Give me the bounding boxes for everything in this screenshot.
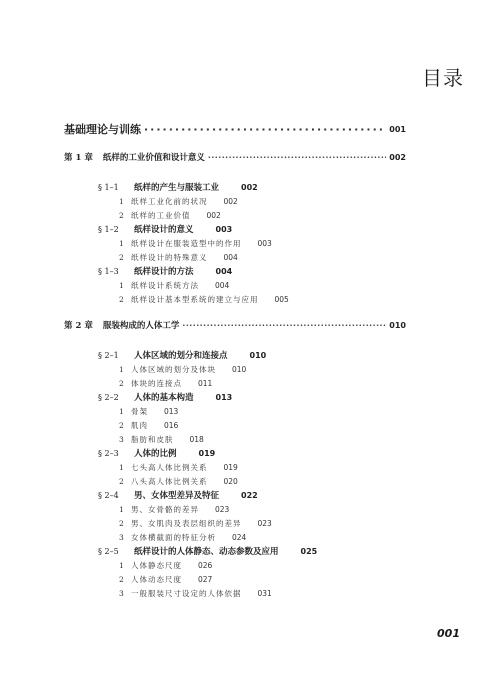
toc-item-row[interactable] [119, 196, 238, 208]
toc-item-row[interactable] [119, 364, 246, 376]
item-number: 1 [119, 197, 125, 206]
item-number: 2 [119, 253, 125, 262]
item-page: 003 [257, 239, 272, 248]
item-title: 人体区域的划分及体块 [131, 365, 216, 374]
toc-item-row[interactable] [119, 378, 212, 390]
item-title: 纸样设计系统方法 [131, 281, 199, 290]
item-number: 2 [119, 211, 125, 220]
section-page: 019 [198, 449, 216, 458]
toc-item-row[interactable] [119, 560, 212, 572]
chapter-number: 第 2 章 [64, 321, 93, 331]
item-title: 肌肉 [131, 421, 148, 430]
item-page: 002 [206, 211, 221, 220]
item-page: 004 [223, 253, 238, 262]
item-title: 纸样的工业价值 [131, 211, 191, 220]
item-title: 一般服装尺寸设定的人体依据 [131, 589, 242, 598]
toc-section-row[interactable] [98, 182, 258, 194]
section-title: 人体的比例 [134, 449, 177, 459]
item-page: 031 [257, 589, 272, 598]
section-page: 022 [241, 491, 258, 500]
toc-section-row[interactable] [98, 490, 258, 502]
toc-section-row[interactable] [98, 448, 215, 460]
toc-item-row[interactable] [119, 588, 272, 600]
item-title: 骨架 [131, 407, 148, 416]
part-title: 基础理论与训练 [64, 123, 141, 136]
toc-chapter-row[interactable] [64, 320, 406, 332]
item-number: 1 [119, 407, 125, 416]
item-title: 体块的连接点 [131, 379, 182, 388]
item-number: 3 [119, 435, 125, 444]
chapter-page: 010 [389, 321, 406, 330]
item-title: 人体静态尺度 [131, 561, 182, 570]
section-number: § 2–5 [98, 547, 119, 556]
section-page: 003 [215, 225, 233, 234]
page-number: 001 [437, 627, 460, 640]
section-page: 010 [249, 351, 267, 360]
item-page: 002 [223, 197, 238, 206]
item-page: 023 [215, 505, 230, 514]
section-page: 025 [300, 547, 318, 556]
toc-item-row[interactable] [119, 462, 238, 474]
item-title: 男、女肌肉及表层组织的差异 [131, 519, 242, 528]
item-page: 004 [215, 281, 230, 290]
section-title: 纸样设计的意义 [134, 225, 194, 235]
section-page: 013 [215, 393, 233, 402]
dot-leader [144, 124, 386, 136]
item-number: 2 [119, 421, 125, 430]
page-title: 目录 [422, 66, 464, 90]
item-number: 2 [119, 477, 125, 486]
dot-leader [182, 320, 386, 332]
section-page: 002 [241, 183, 258, 192]
item-page: 024 [232, 533, 247, 542]
toc-item-row[interactable] [119, 504, 229, 516]
section-number: § 2–3 [98, 449, 119, 458]
item-page: 010 [232, 365, 247, 374]
item-number: 2 [119, 295, 125, 304]
item-number: 2 [119, 379, 125, 388]
item-title: 女体横截面的特征分析 [131, 533, 216, 542]
section-title: 纸样的产生与服装工业 [134, 183, 220, 193]
toc-item-row[interactable] [119, 252, 238, 264]
item-title: 男、女骨骼的差异 [131, 505, 199, 514]
chapter-title: 纸样的工业价值和设计意义 [102, 153, 205, 163]
item-page: 018 [189, 435, 204, 444]
toc-section-row[interactable] [98, 392, 232, 404]
toc-part-row[interactable] [64, 124, 406, 136]
item-title: 人体动态尺度 [131, 575, 182, 584]
toc-item-row[interactable] [119, 574, 212, 586]
item-title: 纸样工业化前的状况 [131, 197, 208, 206]
toc-item-row[interactable] [119, 420, 178, 432]
chapter-number: 第 1 章 [64, 153, 93, 163]
item-page: 016 [164, 421, 179, 430]
item-number: 1 [119, 561, 125, 570]
toc-item-row[interactable] [119, 210, 221, 222]
part-page: 001 [389, 125, 406, 134]
chapter-page: 002 [389, 153, 406, 162]
section-title: 人体的基本构造 [134, 393, 194, 403]
toc-section-row[interactable] [98, 546, 317, 558]
toc-item-row[interactable] [119, 532, 246, 544]
item-number: 3 [119, 533, 125, 542]
item-page: 023 [257, 519, 272, 528]
section-number: § 1–1 [98, 183, 119, 192]
item-page: 013 [164, 407, 179, 416]
item-page: 005 [274, 295, 289, 304]
item-number: 1 [119, 463, 125, 472]
section-number: § 1–3 [98, 267, 119, 276]
section-title: 纸样设计的方法 [134, 267, 194, 277]
item-page: 026 [198, 561, 213, 570]
item-number: 2 [119, 575, 125, 584]
item-title: 七头高人体比例关系 [131, 463, 208, 472]
section-number: § 2–4 [98, 491, 119, 500]
toc-item-row[interactable] [119, 238, 272, 250]
chapter-title: 服装构成的人体工学 [102, 321, 180, 331]
toc-item-row[interactable] [119, 518, 272, 530]
item-number: 3 [119, 589, 125, 598]
toc-item-row[interactable] [119, 294, 289, 306]
item-title: 纸样设计在服装造型中的作用 [131, 239, 242, 248]
section-title: 纸样设计的人体静态、动态参数及应用 [134, 547, 279, 557]
item-number: 1 [119, 239, 125, 248]
toc-chapter-row[interactable] [64, 152, 406, 164]
item-page: 020 [223, 477, 238, 486]
item-page: 011 [198, 379, 213, 388]
item-number: 1 [119, 505, 125, 514]
item-page: 019 [223, 463, 238, 472]
item-page: 027 [198, 575, 213, 584]
item-title: 纸样设计基本型系统的建立与应用 [131, 295, 259, 304]
toc-section-row[interactable] [98, 266, 232, 278]
item-number: 1 [119, 365, 125, 374]
section-number: § 2–2 [98, 393, 119, 402]
dot-leader [208, 152, 386, 164]
item-number: 1 [119, 281, 125, 290]
toc-item-row[interactable] [119, 406, 178, 418]
toc-item-row[interactable] [119, 280, 229, 292]
section-page: 004 [215, 267, 233, 276]
item-number: 2 [119, 519, 125, 528]
section-title: 人体区域的划分和连接点 [134, 351, 228, 361]
section-number: § 1–2 [98, 225, 119, 234]
toc-section-row[interactable] [98, 350, 266, 362]
toc-item-row[interactable] [119, 476, 238, 488]
section-number: § 2–1 [98, 351, 119, 360]
section-title: 男、女体型差异及特征 [134, 491, 220, 501]
item-title: 纸样设计的特殊意义 [131, 253, 208, 262]
toc-item-row[interactable] [119, 434, 204, 446]
item-title: 脂肪和皮肤 [131, 435, 174, 444]
item-title: 八头高人体比例关系 [131, 477, 208, 486]
toc-section-row[interactable] [98, 224, 232, 236]
